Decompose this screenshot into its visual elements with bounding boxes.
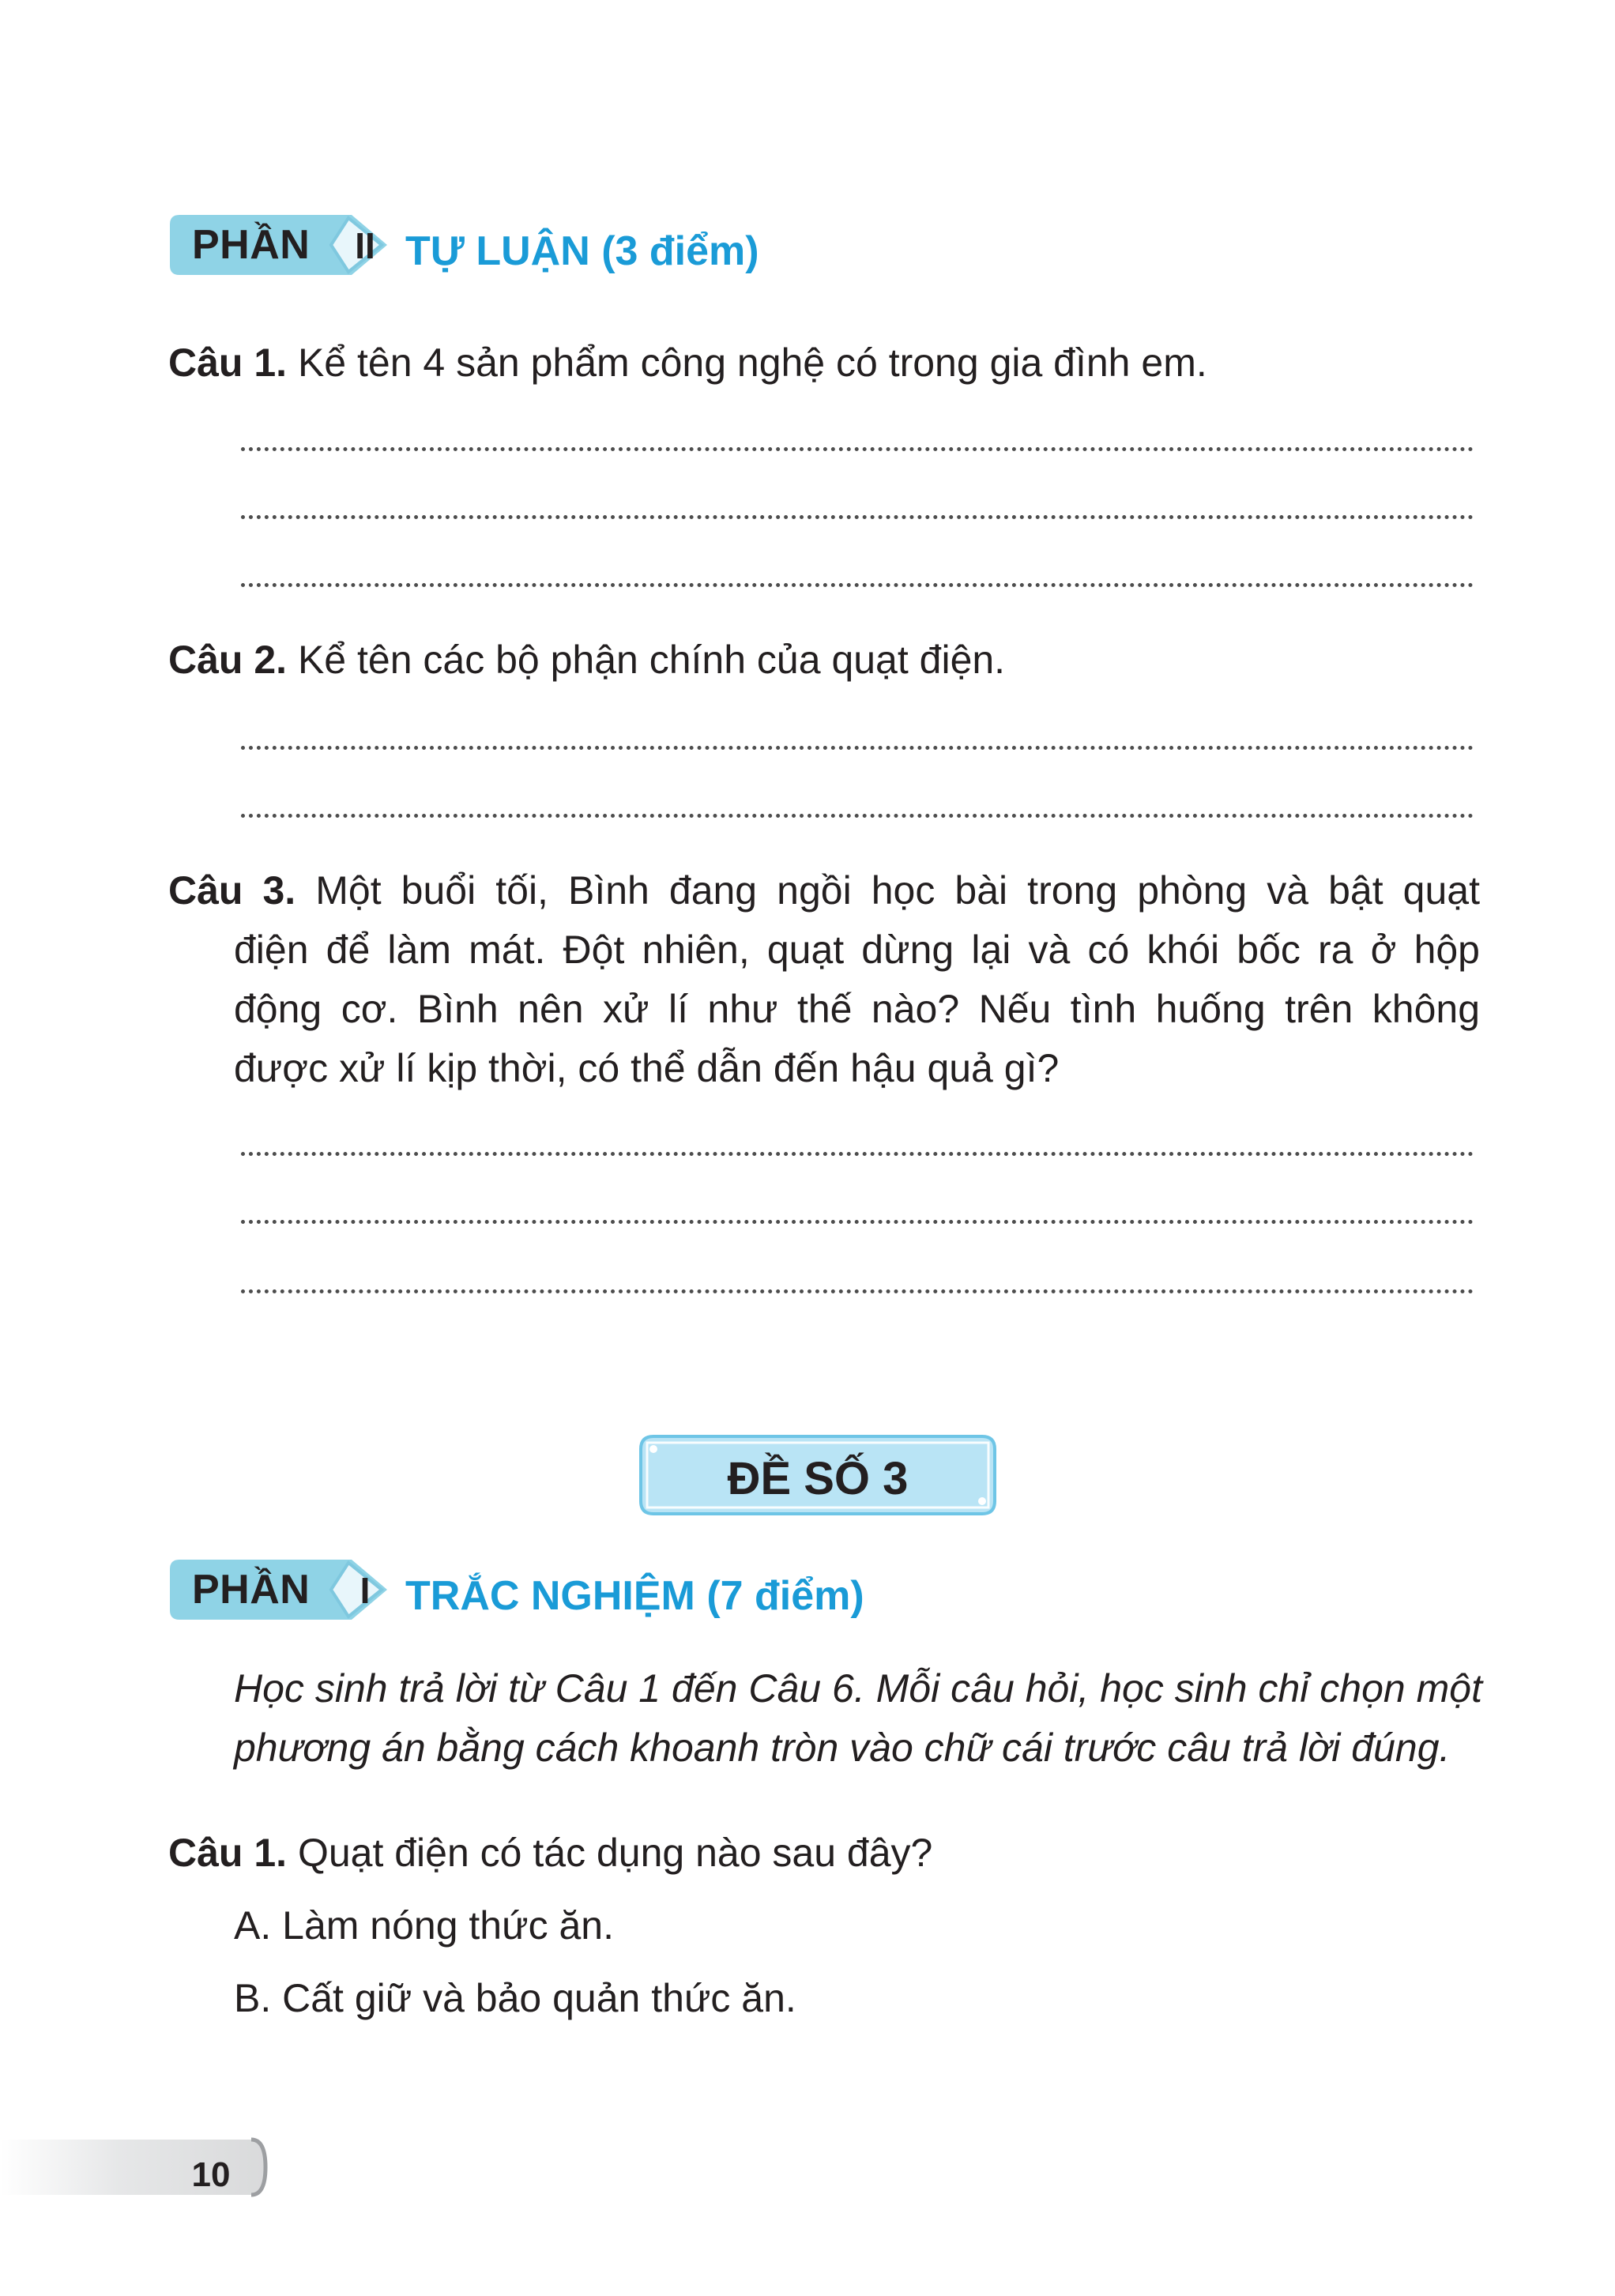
answer-line[interactable] xyxy=(241,583,1474,587)
question-text: Một buổi tối, Bình đang ngồi học bài trong phòng và bật quạt xyxy=(296,868,1480,913)
question-3-line-3: động cơ. Bình nên xử lí như thế nào? Nếu tình huống trên không xyxy=(234,987,1480,1031)
question-3 xyxy=(168,861,1480,1098)
question-text: Quạt điện có tác dụng nào sau đây? xyxy=(287,1831,933,1875)
section-badge-label: PHẦN xyxy=(192,222,311,268)
instructions-line-2: phương án bằng cách khoanh tròn vào chữ cái trước câu trả lời đúng. xyxy=(234,1726,1451,1770)
answer-line[interactable] xyxy=(241,814,1474,818)
instructions xyxy=(234,1659,1482,1778)
answer-line[interactable] xyxy=(241,746,1474,750)
question-label: Câu 1. xyxy=(168,341,288,385)
question-3-line-1 xyxy=(168,861,1480,920)
question-3-line-4: được xử lí kịp thời, có thể dẫn đến hậu quả gì? xyxy=(234,1046,1060,1090)
option-b[interactable]: B. Cất giữ và bảo quản thức ăn. xyxy=(234,1976,796,2020)
section-badge-label: PHẦN xyxy=(192,1567,311,1613)
answer-line[interactable] xyxy=(241,1220,1474,1224)
question-text: Kể tên 4 sản phẩm công nghệ có trong gia đình em. xyxy=(287,341,1207,385)
mc-question-1 xyxy=(168,1830,932,1876)
answer-line[interactable] xyxy=(241,1289,1474,1293)
section-title: TRẮC NGHIỆM (7 điểm) xyxy=(405,1573,864,1619)
instructions-line-1: Học sinh trả lời từ Câu 1 đến Câu 6. Mỗi câu hỏi, học sinh chỉ chọn một xyxy=(234,1666,1482,1711)
exam-title-banner xyxy=(636,1432,999,1519)
question-label: Câu 3. xyxy=(168,868,296,913)
exam-title: ĐỀ SỐ 3 xyxy=(727,1453,909,1504)
page-number: 10 xyxy=(191,2155,231,2194)
option-a[interactable]: A. Làm nóng thức ăn. xyxy=(234,1903,614,1948)
question-label: Câu 1. xyxy=(168,1831,288,1875)
section-badge-number: II xyxy=(355,225,375,266)
question-label: Câu 2. xyxy=(168,638,288,682)
question-3-line-2: điện để làm mát. Đột nhiên, quạt dừng lại và có khói bốc ra ở hộp xyxy=(234,928,1480,972)
question-1 xyxy=(168,340,1207,386)
answer-line[interactable] xyxy=(241,1152,1474,1156)
answer-line[interactable] xyxy=(241,515,1474,519)
section-badge-number: I xyxy=(360,1570,371,1611)
section-title: TỰ LUẬN (3 điểm) xyxy=(405,228,759,274)
question-text: Kể tên các bộ phận chính của quạt điện. xyxy=(287,638,1006,682)
answer-line[interactable] xyxy=(241,447,1474,451)
question-2 xyxy=(168,637,1005,683)
